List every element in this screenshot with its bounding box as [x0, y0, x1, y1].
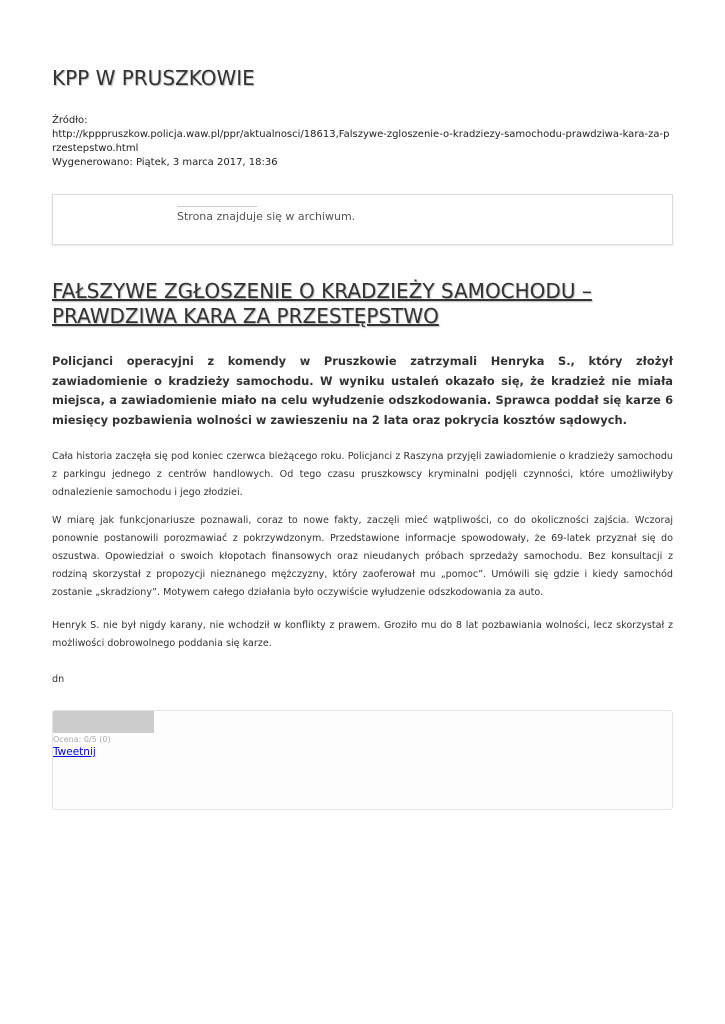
archive-notice: Strona znajduje się w archiwum.: [177, 210, 356, 223]
article-signature: dn: [52, 674, 65, 685]
article-paragraph-2: W miarę jak funkcjonariusze poznawali, coraz to nowe fakty, zaczęli mieć wątpliwości, co do okoliczności zajścia. Wczoraj ponownie postanowili porozmawiać z pokrzywdzonym. Przedstawione informacje spowodowały, że 69-latek przyznał się do oszustwa. Opowiedział o swoich kłopotach finansowych oraz nieudanych próbach sprzedaży samochodu. Bez konsultacji z rodziną skorzystał z propozycji nieznanego mężczyzny, który zaoferował mu „pomoc”. Umówili się gdzie i kiedy samochód zostanie „skradziony”. Motywem całego działania było oczywiście wyłudzenie odszkodowania za auto.: [52, 515, 673, 598]
article-lead: Policjanci operacyjni z komendy w Pruszkowie zatrzymali Henryka S., który złożył zawiadomienie o kradzieży samochodu. W wyniku ustaleń okazało się, że kradzież nie miała miejsca, a zawiadomienie miało na celu wyłudzenie odszkodowania. Sprawca poddał się karze 6 miesięcy pozbawienia wolności w zawieszeniu na 2 lata oraz pokrycia kosztów sądowych.: [52, 354, 673, 427]
source-label: Źródło:: [52, 115, 88, 126]
site-title: KPP W PRUSZKOWIE: [52, 66, 255, 90]
source-meta: [52, 114, 673, 170]
rating-label: Ocena: 0/5 (0): [53, 735, 111, 744]
archive-notice-box: [52, 194, 673, 245]
rating-stars-bar[interactable]: [53, 711, 154, 733]
article-title: FAŁSZYWE ZGŁOSZENIE O KRADZIEŻY SAMOCHODU – PRAWDZIWA KARA ZA PRZESTĘPSTWO: [52, 279, 592, 328]
rating-share-box: [52, 710, 673, 810]
article-paragraph-3: Henryk S. nie był nigdy karany, nie wchodził w konflikty z prawem. Groziło mu do 8 lat pozbawiania wolności, lecz skorzystał z możliwości dobrowolnego poddania się karze.: [52, 620, 673, 649]
generated-date: Wygenerowano: Piątek, 3 marca 2017, 18:36: [52, 157, 278, 168]
article-paragraph-1: Cała historia zaczęła się pod koniec czerwca bieżącego roku. Policjanci z Raszyna przyjęli zawiadomienie o kradzieży samochodu z parkingu jednego z centrów handlowych. Od tego czasu pruszkowscy kryminalni podjęli czynności, które umożliwiłyby odnalezienie samochodu i jego złodziei.: [52, 451, 673, 498]
archive-divider: [177, 206, 257, 207]
source-url: http://kpppruszkow.policja.waw.pl/ppr/aktualnosci/18613,Falszywe-zgloszenie-o-kradziezy-samochodu-prawdziwa-kara-za-przestepstwo.html: [52, 129, 670, 154]
tweet-link[interactable]: Tweetnij: [53, 746, 96, 758]
